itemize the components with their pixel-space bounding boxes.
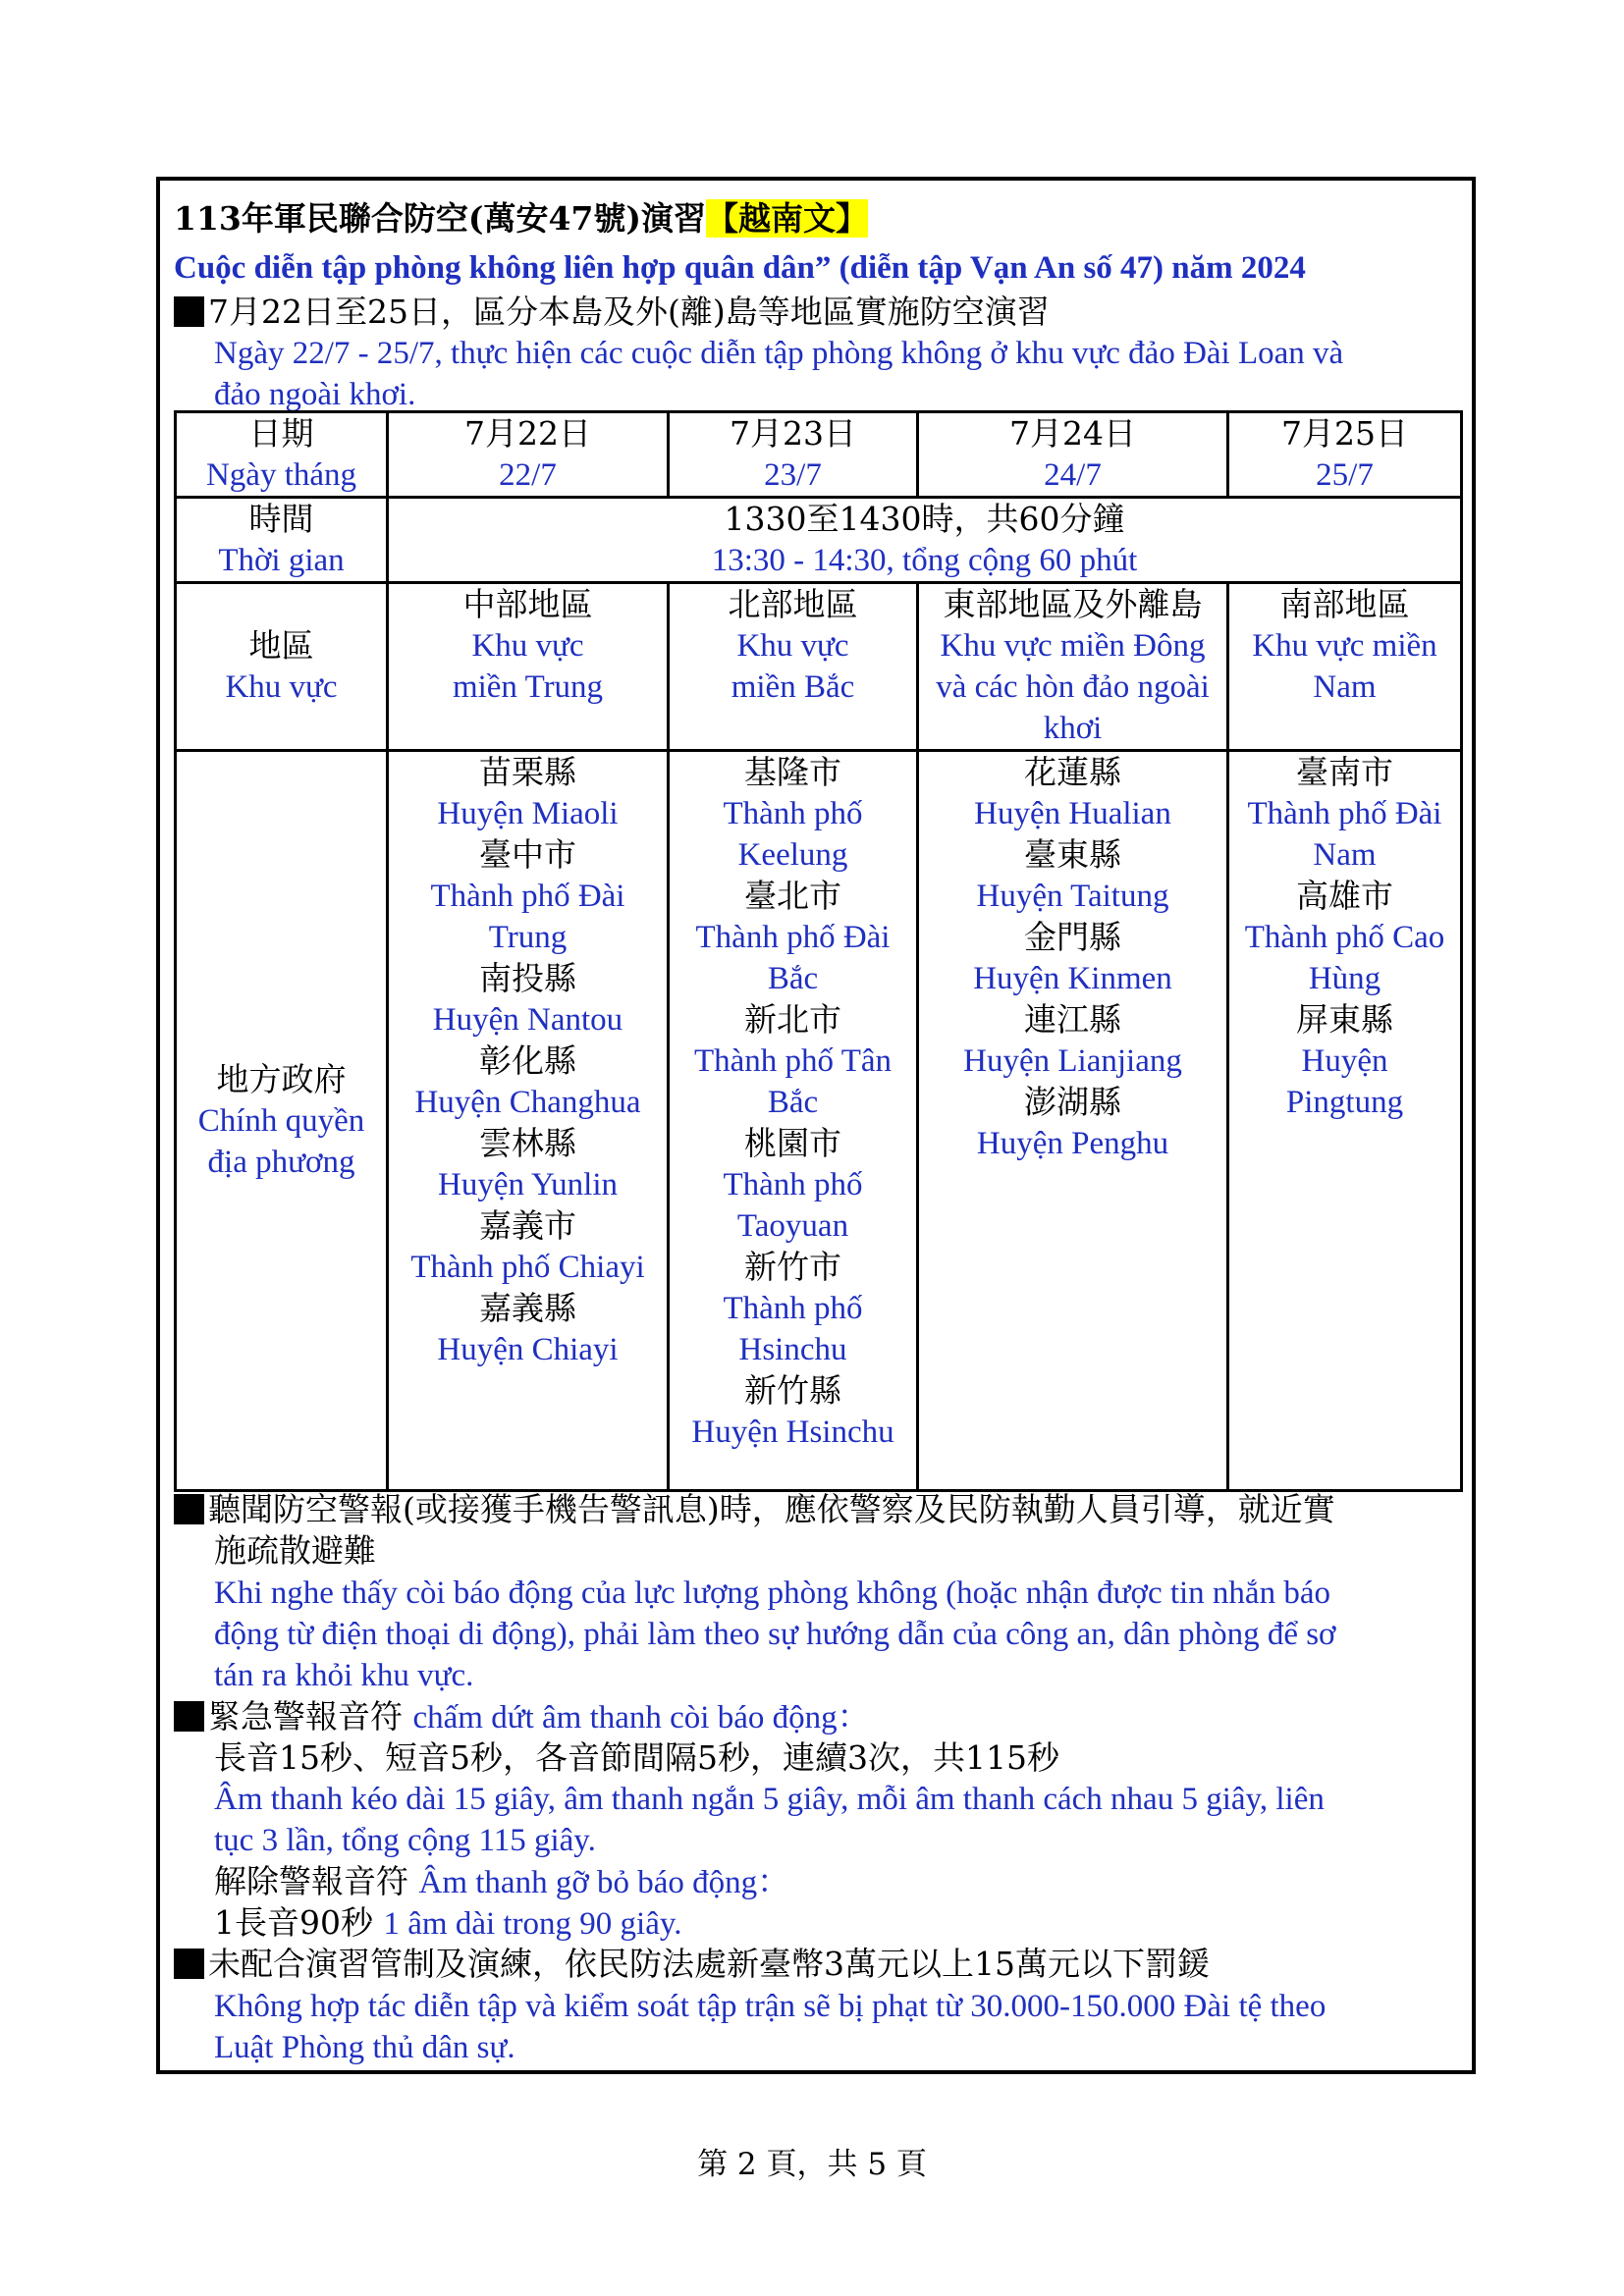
release-detail-vi: 1 âm dài trong 90 giây.	[383, 1906, 682, 1942]
penalty-vi-1: Không hợp tác diễn tập và kiểm soát tập trận sẽ bị phạt từ 30.000-150.000 Đài tệ theo	[214, 1989, 1326, 2024]
region-zh: 東部地區及外離島	[943, 585, 1203, 623]
region-zh: 南部地區	[1279, 585, 1410, 623]
county-vi: Huyện Hualian	[974, 796, 1171, 831]
emergency-vi-detail-2: tục 3 lần, tổng cộng 115 giây.	[214, 1823, 596, 1858]
county-zh: 花蓮縣	[1024, 753, 1121, 791]
county-vi: Pingtung	[1285, 1085, 1404, 1120]
county-zh: 新竹市	[744, 1248, 841, 1286]
alarm-zh-2: 施疏散避難	[214, 1531, 376, 1570]
date-vi: 23/7	[764, 457, 822, 493]
time-zh: 1330至1430時，共60分鐘	[724, 500, 1125, 538]
county-vi: Bắc	[767, 1085, 819, 1120]
gov-label-cell	[176, 751, 388, 1491]
county-vi: Huyện	[1301, 1043, 1388, 1079]
date-label-cell	[176, 412, 388, 498]
date-vi: 24/7	[1044, 457, 1102, 493]
intro-vi-1: Ngày 22/7 - 25/7, thực hiện các cuộc diễn tập phòng không ở khu vực đảo Đài Loan và	[214, 336, 1344, 371]
county-vi: Huyện Chiayi	[437, 1332, 619, 1367]
table-row-government	[176, 751, 1462, 1491]
region-vi: miền Bắc	[731, 669, 855, 705]
county-zh: 嘉義縣	[479, 1289, 576, 1327]
county-vi: Hùng	[1308, 961, 1381, 996]
date-cell	[918, 412, 1228, 498]
bullet-square-icon	[174, 1701, 204, 1732]
county-zh: 臺東縣	[1024, 835, 1121, 874]
release-detail-zh: 1長音90秒	[214, 1903, 373, 1942]
county-zh: 高雄市	[1296, 877, 1393, 915]
gov-cell-south	[1228, 751, 1462, 1491]
gov-cell-east	[918, 751, 1228, 1491]
table-row-time	[176, 498, 1462, 583]
county-vi: Trung	[488, 920, 568, 955]
region-cell	[1228, 583, 1462, 751]
county-vi: Thành phố Cao	[1244, 920, 1445, 955]
region-vi: Nam	[1313, 669, 1377, 705]
county-vi: Thành phố Đài	[430, 879, 625, 914]
penalty-zh-line	[174, 1945, 1210, 1984]
intro-vi-2: đảo ngoài khơi.	[214, 377, 416, 412]
gov-label-zh: 地方政府	[216, 1059, 347, 1098]
date-zh: 7月22日	[464, 414, 591, 453]
county-zh: 連江縣	[1024, 1000, 1121, 1039]
region-cell	[388, 583, 669, 751]
region-label-cell	[176, 583, 388, 751]
county-zh: 金門縣	[1024, 918, 1121, 956]
release-vi: Âm thanh gỡ bỏ báo động：	[418, 1865, 790, 1900]
county-zh: 新竹縣	[744, 1371, 841, 1410]
county-zh: 桃園市	[744, 1124, 841, 1162]
table-row-date	[176, 412, 1462, 498]
emergency-vi-label: chấm dứt âm thanh còi báo động：	[412, 1700, 870, 1735]
county-zh: 彰化縣	[479, 1041, 576, 1080]
county-zh: 臺南市	[1296, 753, 1393, 791]
county-zh: 新北市	[744, 1000, 841, 1039]
region-vi: miền Trung	[452, 669, 604, 705]
emergency-zh-detail: 長音15秒、短音5秒，各音節間隔5秒，連續3次，共115秒	[214, 1738, 1059, 1777]
county-vi: Thành phố	[723, 1291, 863, 1326]
gov-cell-north	[669, 751, 918, 1491]
gov-cell-central	[388, 751, 669, 1491]
county-zh: 苗栗縣	[479, 753, 576, 791]
alarm-zh-line-1	[174, 1490, 1335, 1529]
time-label-zh: 時間	[248, 500, 314, 538]
title-zh: 113年軍民聯合防空(萬安47號)演習	[174, 199, 707, 238]
county-zh: 基隆市	[744, 753, 841, 791]
county-vi: Huyện Miaoli	[437, 796, 619, 831]
county-zh: 南投縣	[479, 959, 576, 997]
region-label-vi: Khu vực	[225, 669, 338, 705]
county-vi: Huyện Taitung	[976, 879, 1169, 914]
county-vi: Huyện Yunlin	[437, 1167, 618, 1202]
county-vi: Thành phố	[723, 796, 863, 831]
date-zh: 7月24日	[1009, 414, 1136, 453]
county-vi: Huyện Changhua	[414, 1085, 641, 1120]
date-cell	[669, 412, 918, 498]
county-zh: 屏東縣	[1296, 1000, 1393, 1039]
region-zh: 北部地區	[728, 585, 858, 623]
release-detail-line	[214, 1903, 681, 1944]
region-cell	[918, 583, 1228, 751]
county-vi: Thành phố Chiayi	[410, 1250, 645, 1285]
region-vi: và các hòn đảo ngoài	[936, 669, 1210, 705]
table-row-region	[176, 583, 1462, 751]
time-label-vi: Thời gian	[218, 543, 345, 578]
emergency-line	[174, 1697, 870, 1737]
region-vi: Khu vực miền	[1252, 628, 1437, 664]
language-tag: 【越南文】	[706, 199, 869, 238]
emergency-vi-detail-1: Âm thanh kéo dài 15 giây, âm thanh ngắn 5 giây, mỗi âm thanh cách nhau 5 giây, liên	[214, 1782, 1325, 1817]
region-cell	[669, 583, 918, 751]
bullet-square-icon	[174, 296, 204, 327]
county-zh: 臺中市	[479, 835, 576, 874]
region-zh: 中部地區	[462, 585, 593, 623]
alarm-zh-1: 聽聞防空警報(或接獲手機告警訊息)時，應依警察及民防執勤人員引導，就近實	[208, 1490, 1335, 1528]
title-vi: Cuộc diễn tập phòng không liên hợp quân dân” (diễn tập Vạn An số 47) năm 2024	[174, 250, 1306, 286]
county-zh: 雲林縣	[479, 1124, 576, 1162]
bullet-square-icon	[174, 1949, 204, 1979]
release-line	[214, 1862, 789, 1902]
county-vi: Thành phố	[723, 1167, 863, 1202]
region-vi: Khu vực	[471, 628, 584, 664]
county-vi: Nam	[1313, 837, 1377, 873]
region-vi: Khu vực	[736, 628, 849, 664]
county-vi: Hsinchu	[738, 1332, 847, 1367]
gov-label-vi: địa phương	[207, 1144, 355, 1180]
county-zh: 臺北市	[744, 877, 841, 915]
county-vi: Bắc	[767, 961, 819, 996]
page-number: 第 2 頁，共 5 頁	[697, 2147, 927, 2182]
date-vi: 25/7	[1316, 457, 1374, 493]
alarm-vi-3: tán ra khỏi khu vực.	[214, 1658, 474, 1693]
date-cell	[1228, 412, 1462, 498]
date-zh: 7月25日	[1281, 414, 1408, 453]
intro-zh: 7月22日至25日，區分本島及外(離)島等地區實施防空演習	[208, 293, 1050, 331]
gov-label-vi: Chính quyền	[197, 1102, 365, 1139]
penalty-vi-2: Luật Phòng thủ dân sự.	[214, 2030, 515, 2065]
county-vi: Thành phố Đài	[695, 920, 891, 955]
county-vi: Huyện Penghu	[976, 1126, 1169, 1161]
region-label-zh: 地區	[248, 626, 314, 665]
county-vi: Huyện Nantou	[432, 1002, 623, 1038]
date-label-vi: Ngày tháng	[205, 457, 357, 493]
date-zh: 7月23日	[730, 414, 856, 453]
intro-zh-line	[174, 293, 1050, 332]
time-cell	[388, 498, 1462, 583]
time-vi: 13:30 - 14:30, tổng cộng 60 phút	[711, 543, 1138, 578]
emergency-zh-label: 緊急警報音符	[208, 1697, 403, 1735]
alarm-vi-2: động từ điện thoại di động), phải làm theo sự hướng dẫn của công an, dân phòng để sơ	[214, 1617, 1336, 1652]
date-cell	[388, 412, 669, 498]
alarm-vi-1: Khi nghe thấy còi báo động của lực lượng phòng không (hoặc nhận được tin nhắn báo	[214, 1575, 1330, 1611]
bullet-square-icon	[174, 1494, 204, 1524]
county-vi: Thành phố Tân	[693, 1043, 892, 1079]
date-vi: 22/7	[499, 457, 557, 493]
county-vi: Huyện Kinmen	[973, 961, 1172, 996]
county-vi: Huyện Hsinchu	[691, 1415, 894, 1450]
release-zh: 解除警報音符	[214, 1862, 408, 1900]
county-vi: Huyện Lianjiang	[963, 1043, 1182, 1079]
county-zh: 澎湖縣	[1024, 1083, 1121, 1121]
county-zh: 嘉義市	[479, 1206, 576, 1245]
title-line	[174, 199, 868, 239]
time-label-cell	[176, 498, 388, 583]
region-vi: khơi	[1043, 711, 1103, 746]
schedule-table	[174, 410, 1463, 1492]
date-label-zh: 日期	[248, 414, 314, 453]
county-vi: Taoyuan	[736, 1208, 849, 1244]
county-vi: Keelung	[737, 837, 848, 873]
region-vi: Khu vực miền Đông	[940, 628, 1206, 664]
penalty-zh: 未配合演習管制及演練，依民防法處新臺幣3萬元以上15萬元以下罰鍰	[208, 1945, 1210, 1983]
county-vi: Thành phố Đài	[1247, 796, 1442, 831]
